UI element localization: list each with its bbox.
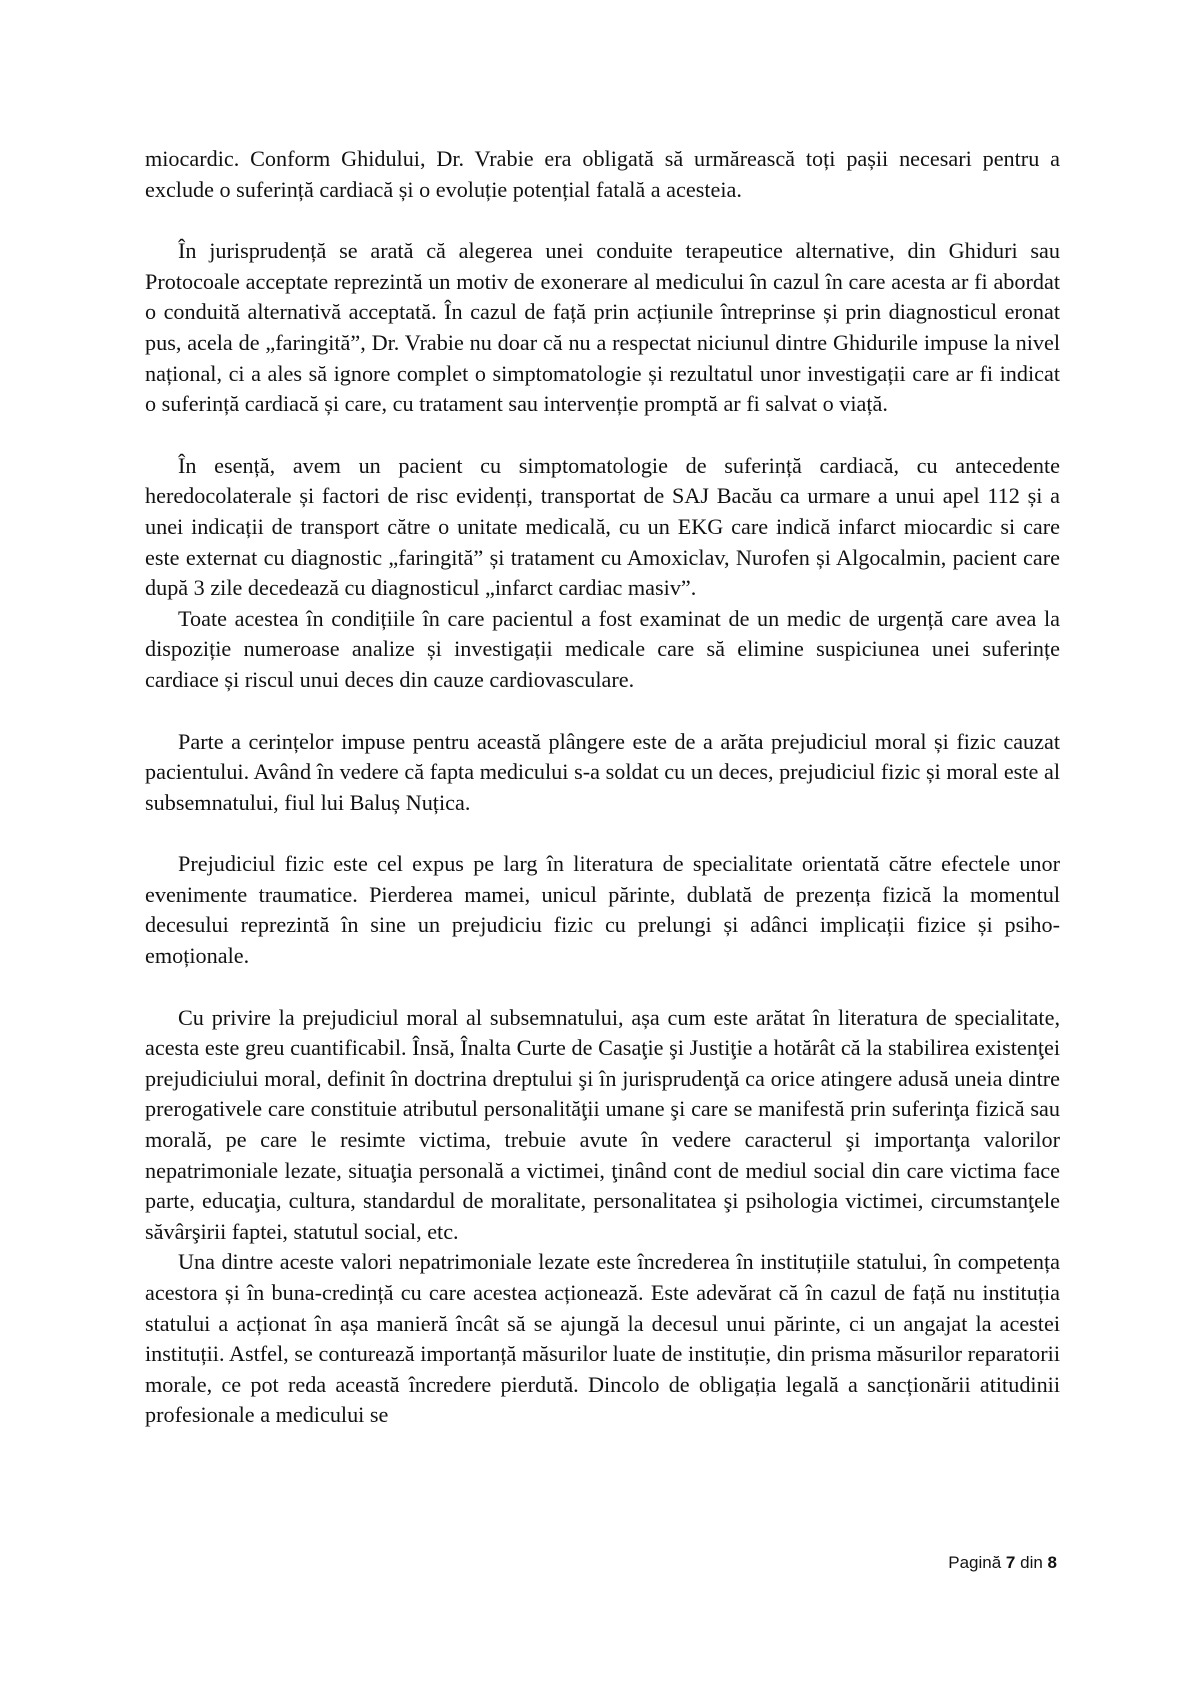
page-number: 7 bbox=[1005, 1553, 1016, 1572]
paragraph-5: Parte a cerințelor impuse pentru această plângere este de a arăta prejudiciul moral și fizic cauzat pacientului. Având în vedere că fapta medicului s-a soldat cu un deces, prejudiciul fizic și moral este al subsemnatului, fiul lui Baluș Nuțica. bbox=[145, 728, 1060, 815]
paragraph-4: Toate acestea în condițiile în care pacientul a fost examinat de un medic de urgență care avea la dispoziție numeroase analize și investigații medicale care să elimine suspiciunea unei suferințe cardiace și riscul unui deces din cauze cardiovasculare. bbox=[145, 605, 1060, 692]
paragraph-7: Cu privire la prejudiciul moral al subsemnatului, așa cum este arătat în literatura de specialitate, acesta este greu cuantificabil. Însă, Înalta Curte de Casaţie şi Justiţie a hotărât că la stabilirea existenţei prejudiciului moral, definit în doctrina dreptului şi în jurisprudenţă ca orice atingere adusă uneia dintre prerogativele care constituie atributul personalităţii umane şi care se manifestă prin suferinţa fizică sau morală, pe care le resimte victima, trebuie avute în vedere caracterul şi importanţa valorilor nepatrimoniale lezate, situaţia personală a victimei, ţinând cont de mediul social din care victima face parte, educaţia, cultura, standardul de moralitate, personalitatea şi psihologia victimei, circumstanţele săvârşirii faptei, statutul social, etc. bbox=[145, 1004, 1060, 1244]
document-body bbox=[145, 144, 1060, 1431]
paragraph-8: Una dintre aceste valori nepatrimoniale lezate este încrederea în instituțiile statului, în competența acestora și în buna-credință cu care acestea acționează. Este adevărat că în cazul de față nu instituția statului a acționat în așa manieră încât să se ajungă la decesul unui părinte, ci un angajat la acestei instituții. Astfel, se conturează importanță măsurilor luate de instituție, din prisma măsurilor reparatorii morale, ce pot reda această încredere pierdută. Dincolo de obligația legală a sancționării atitudinii profesionale a medicului se bbox=[145, 1249, 1060, 1428]
paragraph-1: miocardic. Conform Ghidului, Dr. Vrabie era obligată să urmărească toți pașii necesari pentru a exclude o suferință cardiacă și o evoluție potențial fatală a acesteia. bbox=[145, 146, 1060, 202]
page-word: Pagină bbox=[948, 1553, 1002, 1572]
of-word: din bbox=[1020, 1553, 1043, 1572]
total-pages: 8 bbox=[1047, 1553, 1057, 1572]
paragraph-6: Prejudiciul fizic este cel expus pe larg în literatura de specialitate orientată către efectele unor evenimente traumatice. Pierderea mamei, unicul părinte, dublată de prezența fizică la momentul decesului reprezintă în sine un prejudiciu fizic cu prelungi și adânci implicații fizice și psiho-emoționale. bbox=[145, 851, 1060, 969]
page-footer bbox=[948, 1553, 1057, 1573]
paragraph-2: În jurisprudență se arată că alegerea unei conduite terapeutice alternative, din Ghiduri sau Protocoale acceptate reprezintă un motiv de exonerare al medicului în cazul în care acesta ar fi abordat o conduită alternativă acceptată. În cazul de față prin acțiunile întreprinse și prin diagnosticul eronat pus, acela de „faringită”, Dr. Vrabie nu doar că nu a respectat niciunul dintre Ghidurile impuse la nivel național, ci a ales să ignore complet o simptomatologie și rezultatul unor investigații care ar fi indicat o suferință cardiacă și care, cu tratament sau intervenție promptă ar fi salvat o viață. bbox=[145, 238, 1060, 417]
paragraph-3: În esență, avem un pacient cu simptomatologie de suferință cardiacă, cu antecedente heredocolaterale și factori de risc evidenți, transportat de SAJ Bacău ca urmare a unui apel 112 și a unei indicații de transport către o unitate medicală, cu un EKG care indică infarct miocardic si care este externat cu diagnostic „faringită” și tratament cu Amoxiclav, Nurofen și Algocalmin, pacient care după 3 zile decedează cu diagnosticul „infarct cardiac masiv”. bbox=[145, 452, 1060, 601]
